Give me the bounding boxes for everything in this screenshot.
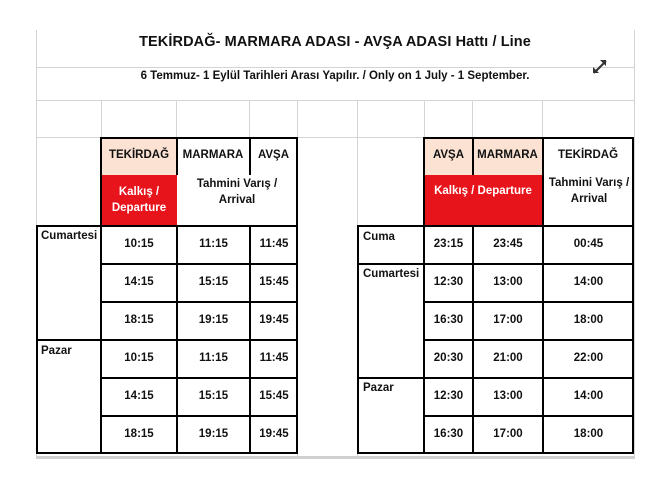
page-subtitle: 6 Temmuz- 1 Eylül Tarihleri Arası Yapılır. / Only on 1 July - 1 September. (140, 70, 530, 82)
right-table-border (424, 415, 634, 417)
left-table-border (36, 225, 298, 227)
right-time-cell: 18:00 (573, 314, 604, 327)
left-time-cell: 10:15 (124, 238, 154, 251)
right-table-border (357, 452, 634, 454)
sheet-gridline (542, 100, 543, 138)
right-time-cell: 18:00 (573, 428, 604, 441)
left-table-border (101, 137, 298, 139)
page-title: TEKİRDAĞ- MARMARA ADASI - AVŞA ADASI Hattı / Line (139, 34, 531, 50)
left-time-cell: 18:15 (124, 428, 154, 441)
left-table-border (101, 301, 298, 303)
right-time-cell: 17:00 (493, 428, 523, 441)
right-time-cell: 12:30 (433, 390, 464, 403)
left-time-cell: 11:45 (259, 238, 289, 251)
right-day-cuma: Cuma (363, 231, 395, 243)
left-table-border (296, 137, 298, 454)
sheet-bottom-edge (36, 456, 635, 459)
right-table-border (472, 137, 474, 175)
left-table-border (36, 339, 298, 341)
left-table-border (100, 137, 102, 454)
left-header-avsa: AVŞA (257, 149, 290, 162)
left-time-cell: 19:15 (198, 428, 229, 441)
right-table-border (424, 137, 634, 139)
right-time-cell: 16:30 (433, 428, 464, 441)
right-day-pazar: Pazar (363, 382, 394, 394)
right-time-cell: 23:45 (493, 238, 523, 251)
right-time-cell: 00:45 (573, 238, 604, 251)
left-table-border (36, 225, 38, 454)
left-time-cell: 11:15 (199, 238, 228, 251)
left-header-marmara: MARMARA (182, 149, 244, 162)
left-time-cell: 11:45 (259, 352, 289, 365)
left-time-cell: 10:15 (124, 352, 154, 365)
sheet-gridline (176, 100, 177, 138)
expand-arrows-icon[interactable] (590, 57, 610, 77)
left-time-cell: 18:15 (124, 314, 154, 327)
left-time-cell: 19:45 (259, 428, 289, 441)
right-table-border (357, 377, 634, 379)
sheet-gridline (36, 67, 634, 68)
right-time-cell: 23:15 (433, 238, 464, 251)
right-time-cell: 12:30 (433, 276, 464, 289)
left-table-border (101, 377, 298, 379)
left-time-cell: 15:15 (198, 390, 229, 403)
left-time-cell: 14:15 (124, 390, 154, 403)
right-departure-label: Kalkış / Departure (434, 185, 532, 198)
right-time-cell: 16:30 (433, 314, 464, 327)
sheet-gridline (249, 100, 250, 138)
left-day-pazar: Pazar (41, 345, 72, 357)
left-time-cell: 19:45 (259, 314, 289, 327)
right-table-border (357, 263, 634, 265)
right-table-border (423, 137, 425, 454)
right-table-border (632, 137, 634, 454)
left-table-border (176, 137, 178, 175)
sheet-border-right (634, 30, 635, 458)
right-time-cell: 21:00 (493, 352, 523, 365)
left-table-border (249, 137, 251, 175)
left-table-border (36, 452, 298, 454)
left-table-border (249, 225, 251, 454)
left-time-cell: 19:15 (198, 314, 229, 327)
right-time-cell: 14:00 (573, 390, 604, 403)
right-time-cell: 22:00 (573, 352, 604, 365)
right-time-cell: 13:00 (493, 390, 523, 403)
right-header-avsa: AVŞA (432, 149, 465, 162)
left-departure-label: Kalkış / Departure (111, 185, 167, 214)
sheet-gridline (472, 100, 473, 138)
right-time-cell: 14:00 (573, 276, 604, 289)
right-table-border (424, 339, 634, 341)
left-arrival-label: Tahmini Varış / Arrival (196, 178, 278, 206)
left-time-cell: 15:45 (259, 276, 289, 289)
left-header-tekirdag: TEKİRDAĞ (108, 149, 170, 162)
right-header-marmara: MARMARA (477, 149, 538, 162)
left-day-cumartesi: Cumartesi (41, 230, 98, 242)
sheet-gridline (36, 100, 634, 101)
left-table-border (101, 415, 298, 417)
right-time-cell: 20:30 (433, 352, 464, 365)
left-time-cell: 11:15 (199, 352, 228, 365)
right-time-cell: 13:00 (493, 276, 523, 289)
left-time-cell: 15:15 (198, 276, 229, 289)
right-table-border (424, 301, 634, 303)
left-table-border (176, 225, 178, 454)
right-table-border (357, 225, 634, 227)
right-table-border (357, 225, 359, 454)
right-arrival-label: Tahmini Varış / Arrival (548, 177, 630, 205)
right-table-border (542, 137, 544, 454)
right-time-cell: 17:00 (493, 314, 523, 327)
right-day-cumartesi: Cumartesi (363, 268, 420, 280)
left-table-border (101, 263, 298, 265)
left-time-cell: 15:45 (259, 390, 289, 403)
left-time-cell: 14:15 (124, 276, 154, 289)
right-table-border (472, 225, 474, 454)
sheet-gridline (101, 100, 102, 138)
right-header-tekirdag: TEKİRDAĞ (557, 149, 619, 162)
sheet-gridline (424, 100, 425, 138)
